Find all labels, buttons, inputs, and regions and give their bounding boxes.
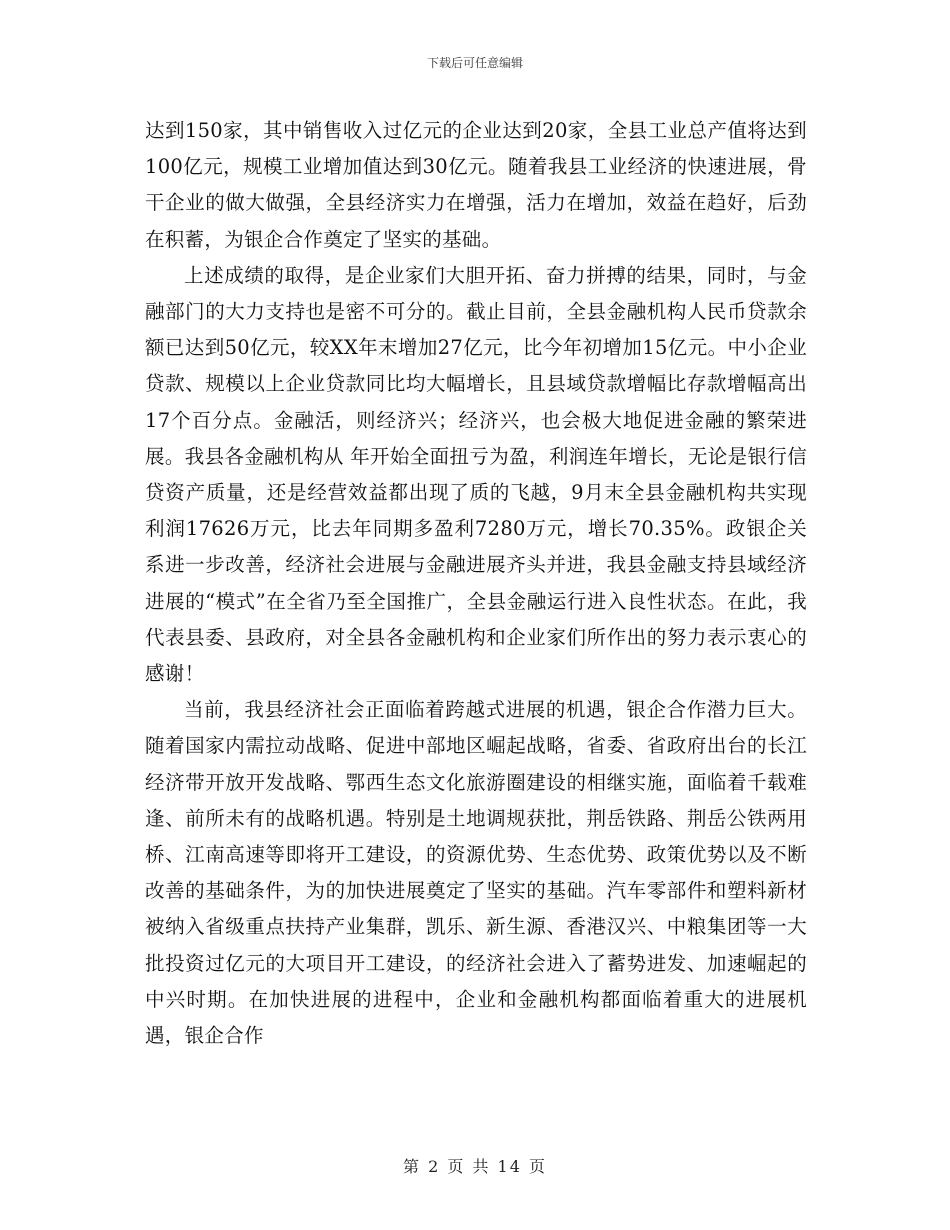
paragraph-achievements: 上述成绩的取得，是企业家们大胆开拓、奋力拼搏的结果，同时，与金融部门的大力支持也是密不可分的。截止目前，全县金融机构人民币贷款余额已达到50亿元，较XX年末增加27亿元，比今年初增加15亿元。中小企业贷款、规模以上企业贷款同比均大幅增长，且县域贷款增幅比存款增幅高出17个百分点。金融活，则经济兴；经济兴，也会极大地促进金融的繁荣进展。我县各金融机构从 年开始全面扭亏为盈，利润连年增长，无论是银行信贷资产质量，还是经营效益都出现了质的飞越，9月末全县金融机构共实现利润17626万元，比去年同期多盈利7280万元，增长70.35%。政银企关系进一步改善，经济社会进展与金融进展齐头并进，我县金融支持县域经济进展的“模式”在全省乃至全国推广，全县金融运行进入良性状态。在此，我代表县委、县政府，对全县各金融机构和企业家们所作出的努力表示衷心的感谢！	[145, 263, 807, 686]
paragraph-opportunities: 当前，我县经济社会正面临着跨越式进展的机遇，银企合作潜力巨大。随着国家内需拉动战略、促进中部地区崛起战略，省委、省政府出台的长江经济带开放开发战略、鄂西生态文化旅游圈建设的相继实施，面临着千载难逢、前所未有的战略机遇。特别是土地调规获批，荆岳铁路、荆岳公铁两用桥、江南高速等即将开工建设，的资源优势、生态优势、政策优势以及不断改善的基础条件，为的加快进展奠定了坚实的基础。汽车零部件和塑料新材被纳入省级重点扶持产业集群，凯乐、新生源、香港汉兴、中粮集团等一大批投资过亿元的大项目开工建设，的经济社会进入了蓄势进发、加速崛起的中兴时期。在加快进展的进程中，企业和金融机构都面临着重大的进展机遇，银企合作	[145, 698, 807, 1048]
page-number-footer: 第 2 页 共 14 页	[403, 1157, 547, 1176]
paragraph-continuation: 达到150家，其中销售收入过亿元的企业达到20家，全县工业总产值将达到100亿元，规模工业增加值达到30亿元。随着我县工业经济的快速进展，骨干企业的做大做强，全县经济实力在增强，活力在增加，效益在趋好，后劲在积蓄，为银企合作奠定了坚实的基础。	[145, 119, 807, 251]
page-header-note: 下载后可任意编辑	[426, 56, 523, 70]
document-body	[145, 113, 807, 1054]
